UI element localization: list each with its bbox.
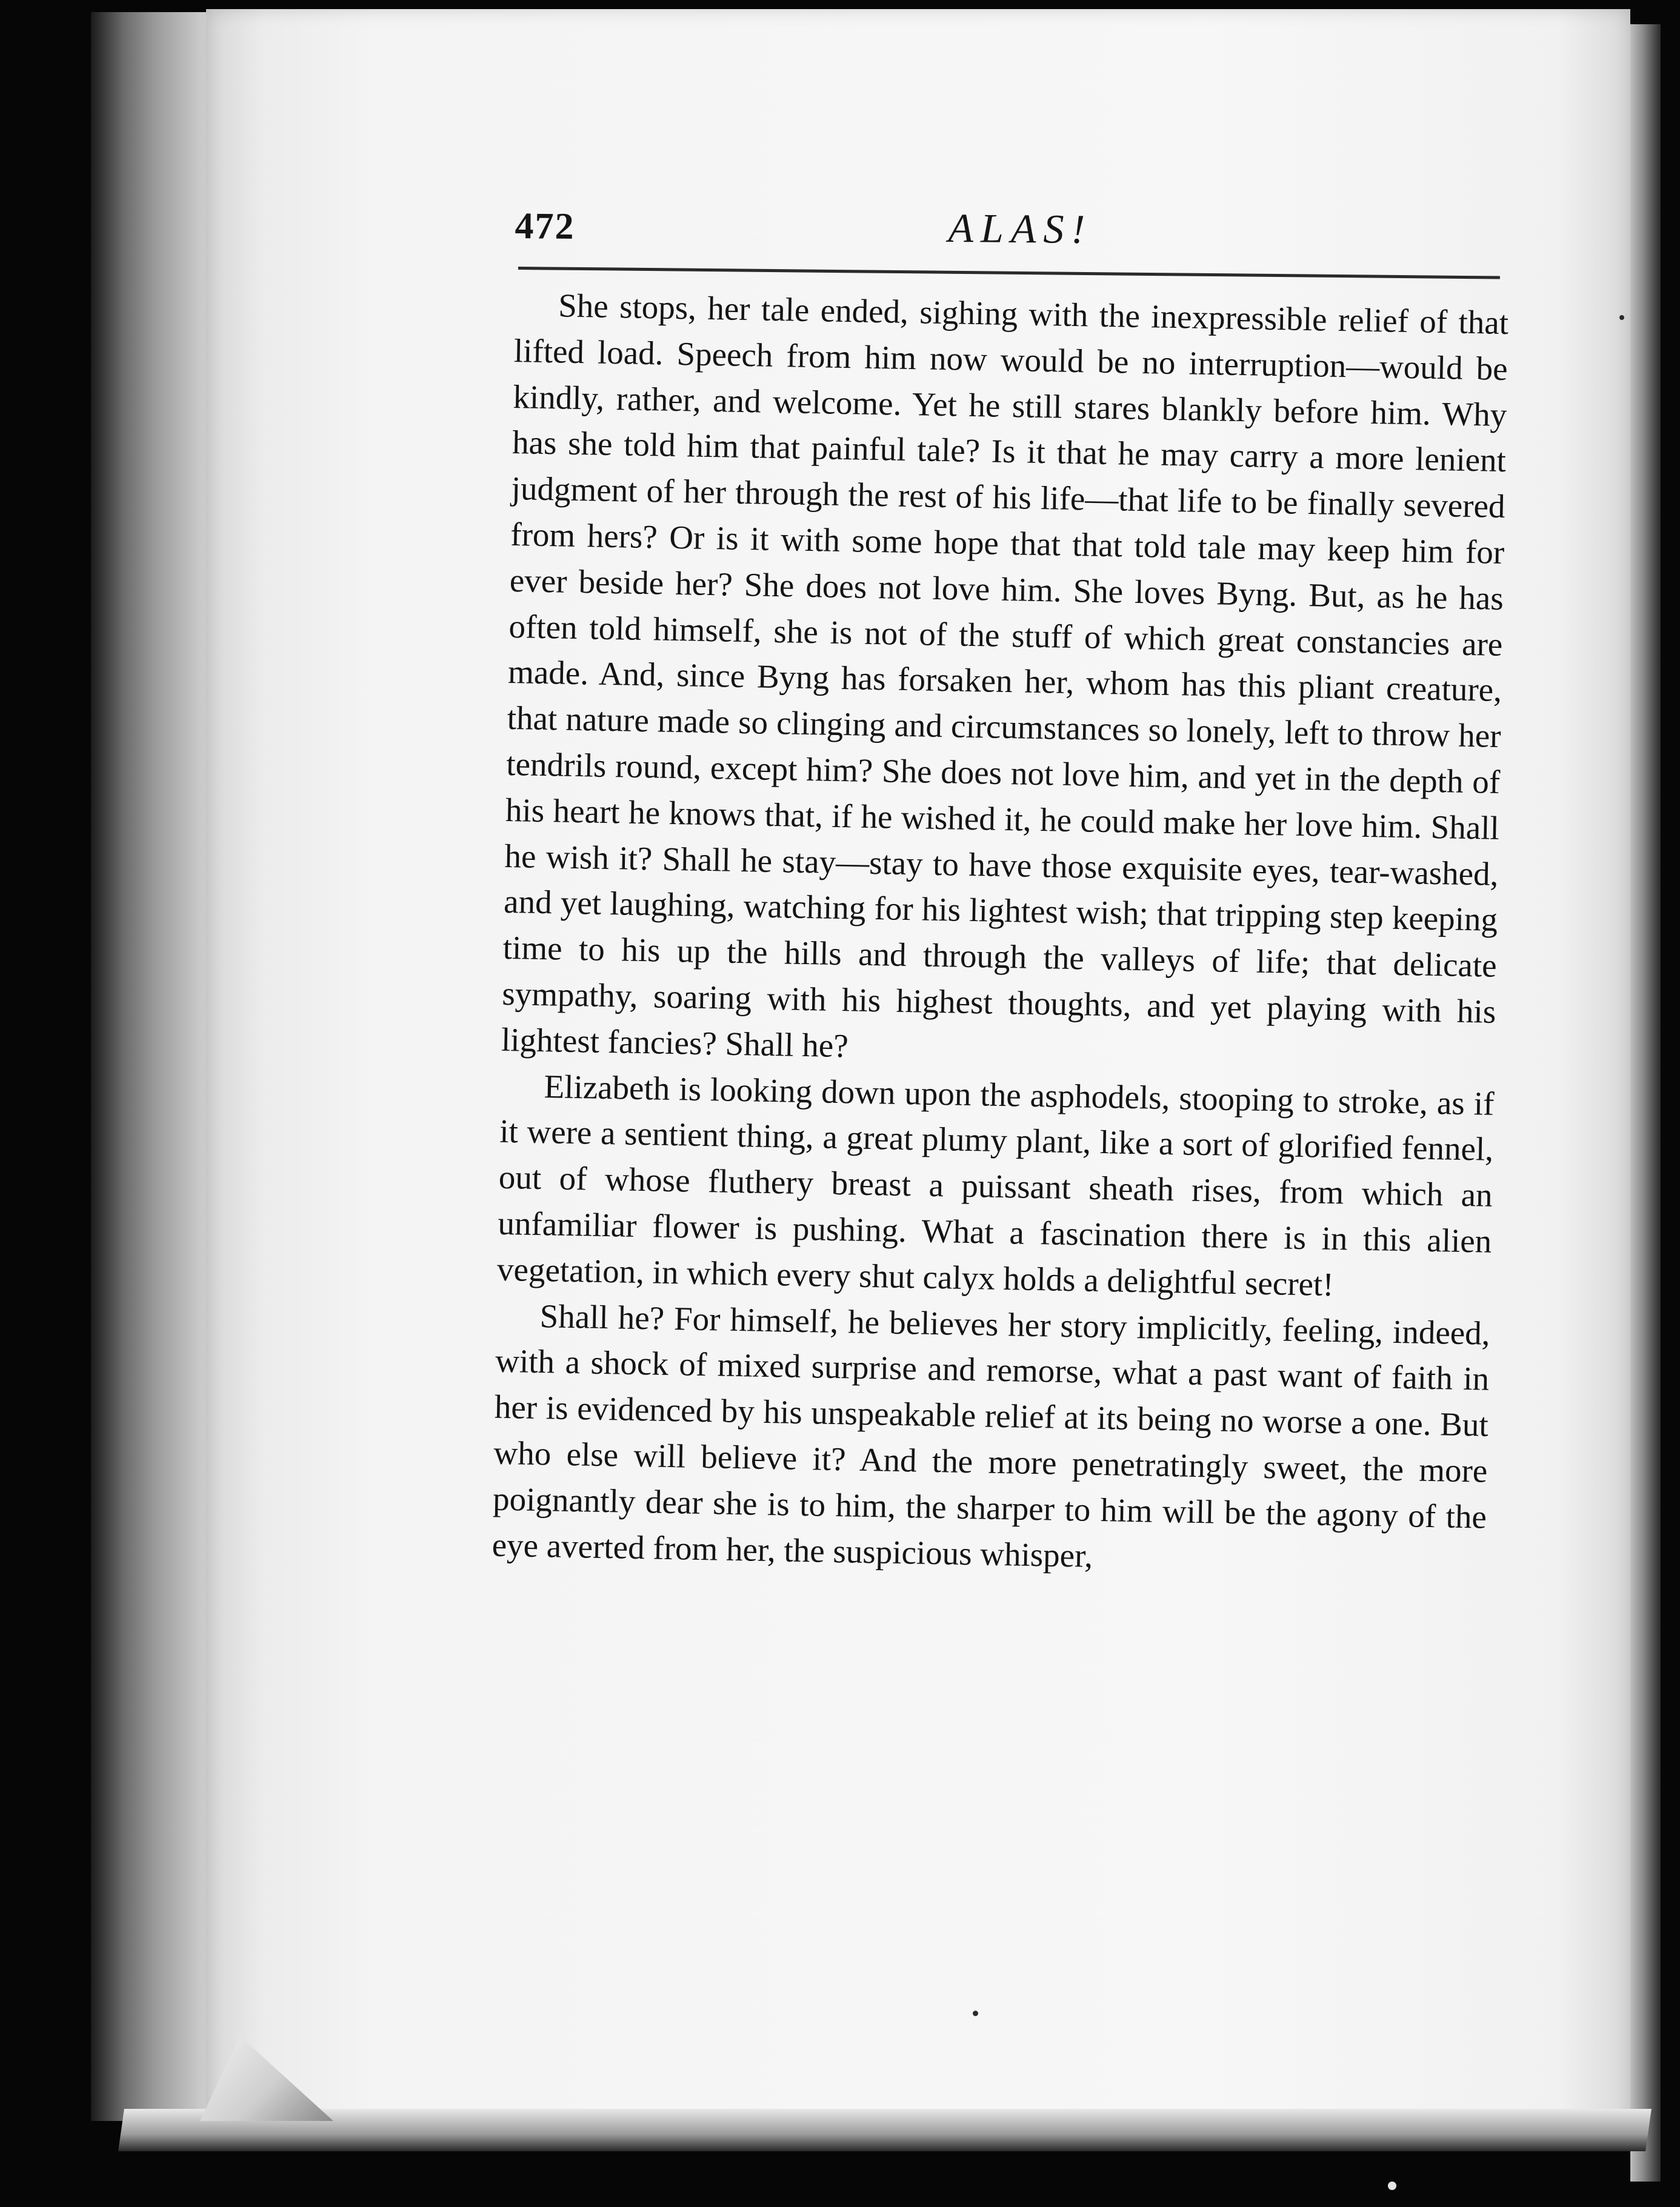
page-bottom-edge: [118, 2109, 1652, 2151]
paragraph-1: She stops, her tale ended, sighing with the inexpressible relief of that lifted load. Speech from him now would be no interruption—would be kindly, rather, and welcome. Yet he still stares blankly before him. Why has she told him that painful tale? Is it that he may carry a more lenient judgment of her through the rest of his life—that life to be finally severed from hers? Or is it with some hope that that told tale may keep him for ever beside her? She does not love him. She loves Byng. But, as he has often told himself, she is not of the stuff of which great constancies are made. And, since Byng has forsaken her, whom has this pliant creature, that nature made so clinging and circumstances so lonely, left to throw her tendrils round, except him? She does not love him, and yet in the depth of his heart he knows that, if he wished it, he could make her love him. Shall he wish it? Shall he stay—stay to have those exquisite eyes, tear-washed, and yet laughing, watching for his lightest wish; that tripping step keeping time to his up the hills and through the valleys of life; that delicate sympathy, soaring with his highest thoughts, and yet playing with his lightest fancies? Shall he?: [501, 287, 1509, 1065]
running-head: ALAS!: [948, 204, 1093, 253]
ink-speck: [1388, 2182, 1396, 2190]
body-text: [492, 282, 1509, 1586]
ink-speck: [1619, 315, 1624, 320]
paragraph-2: Elizabeth is looking down upon the asphodels, stooping to stroke, as if it were a sentient thing, a great plumy plant, like a sort of glorified fennel, out of whose fluthery breast a puissant sheath rises, from which an unfamiliar flower is pushing. What a fascination there is in this alien vegetation, in which every shut calyx holds a delightful secret!: [496, 1067, 1495, 1303]
page-number: 472: [515, 205, 575, 247]
page-header: [515, 200, 1497, 276]
page-right-edge: [1630, 24, 1661, 2182]
ink-speck: [973, 2011, 978, 2016]
paragraph-3: Shall he? For himself, he believes her story implicitly, feeling, indeed, with a shock of mixed surprise and remorse, what a past want of faith in her is evidenced by his unspeakable relief at its being no worse a one. But who else will believe it? And the more penetratingly sweet, the more poignantly dear she is to him, the sharper to him will be the agony of the eye averted from her, the suspicious whisper,: [492, 1297, 1491, 1574]
